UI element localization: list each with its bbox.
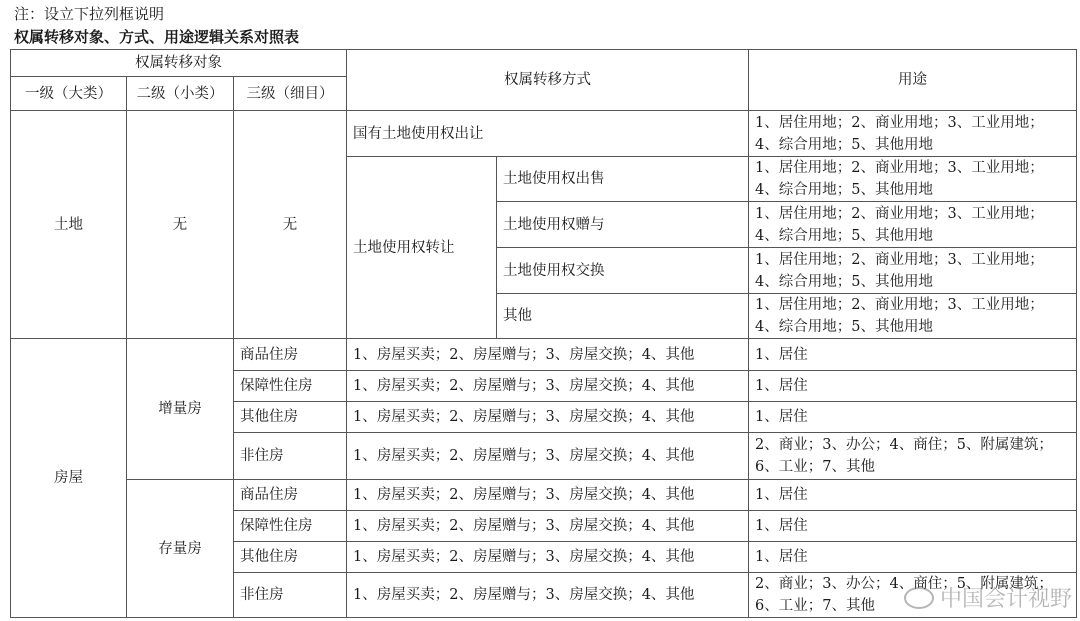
land-use: 1、居住用地；2、商业用地；3、工业用地； 4、综合用地；5、其他用地 [749,248,1077,294]
house-type: 非住房 [234,433,347,480]
table-row [11,111,1077,157]
house-type: 保障性住房 [234,371,347,402]
land-use: 1、居住用地；2、商业用地；3、工业用地； 4、综合用地；5、其他用地 [749,157,1077,202]
land-use: 1、居住用地；2、商业用地；3、工业用地； 4、综合用地；5、其他用地 [749,294,1077,339]
house-type: 非住房 [234,573,347,618]
house-use: 1、居住 [749,339,1077,371]
house-use: 2、商业；3、办公；4、商住；5、附属建筑； 6、工业；7、其他 [749,573,1077,618]
house-method: 1、房屋买卖；2、房屋赠与；3、房屋交换；4、其他 [347,542,749,573]
land-use: 1、居住用地；2、商业用地；3、工业用地； 4、综合用地；5、其他用地 [749,202,1077,248]
table-row [11,339,1077,371]
house-method: 1、房屋买卖；2、房屋赠与；3、房屋交换；4、其他 [347,371,749,402]
header-method: 权属转移方式 [347,50,749,111]
land-level3: 无 [234,111,347,339]
weibo-logo-icon [904,587,934,609]
house-stock-group: 存量房 [127,480,234,618]
house-method: 1、房屋买卖；2、房屋赠与；3、房屋交换；4、其他 [347,339,749,371]
header-level3: 三级（细目） [234,77,347,111]
house-use: 1、居住 [749,511,1077,542]
note-text: 注：设立下拉列框说明 [14,5,165,23]
land-submethod: 其他 [497,294,749,339]
house-type: 其他住房 [234,402,347,433]
house-type: 商品住房 [234,480,347,511]
header-level2: 二级（小类） [127,77,234,111]
house-use: 1、居住 [749,402,1077,433]
house-level1: 房屋 [11,339,127,618]
house-use: 1、居住 [749,371,1077,402]
header-level1: 一级（大类） [11,77,127,111]
header-object-group: 权属转移对象 [11,50,347,77]
land-method-transfer: 土地使用权转让 [347,157,497,339]
land-use: 1、居住用地；2、商业用地；3、工业用地； 4、综合用地；5、其他用地 [749,111,1077,157]
house-type: 其他住房 [234,542,347,573]
house-use: 1、居住 [749,542,1077,573]
watermark-text: 中国会计视野 [939,587,1072,612]
house-type: 保障性住房 [234,511,347,542]
house-method: 1、房屋买卖；2、房屋赠与；3、房屋交换；4、其他 [347,511,749,542]
house-use: 2、商业；3、办公；4、商住；5、附属建筑； 6、工业；7、其他 [749,433,1077,480]
mapping-table [10,49,1077,618]
land-level2: 无 [127,111,234,339]
land-method-grant: 国有土地使用权出让 [347,111,749,157]
house-use: 1、居住 [749,480,1077,511]
table-title: 权属转移对象、方式、用途逻辑关系对照表 [14,28,300,46]
table-row [11,480,1077,511]
house-type: 商品住房 [234,339,347,371]
house-method: 1、房屋买卖；2、房屋赠与；3、房屋交换；4、其他 [347,480,749,511]
house-method: 1、房屋买卖；2、房屋赠与；3、房屋交换；4、其他 [347,402,749,433]
land-submethod: 土地使用权出售 [497,157,749,202]
header-use: 用途 [749,50,1077,111]
land-submethod: 土地使用权赠与 [497,202,749,248]
house-method: 1、房屋买卖；2、房屋赠与；3、房屋交换；4、其他 [347,573,749,618]
watermark [904,582,1072,613]
land-submethod: 土地使用权交换 [497,248,749,294]
house-new-group: 增量房 [127,339,234,480]
house-method: 1、房屋买卖；2、房屋赠与；3、房屋交换；4、其他 [347,433,749,480]
land-level1: 土地 [11,111,127,339]
